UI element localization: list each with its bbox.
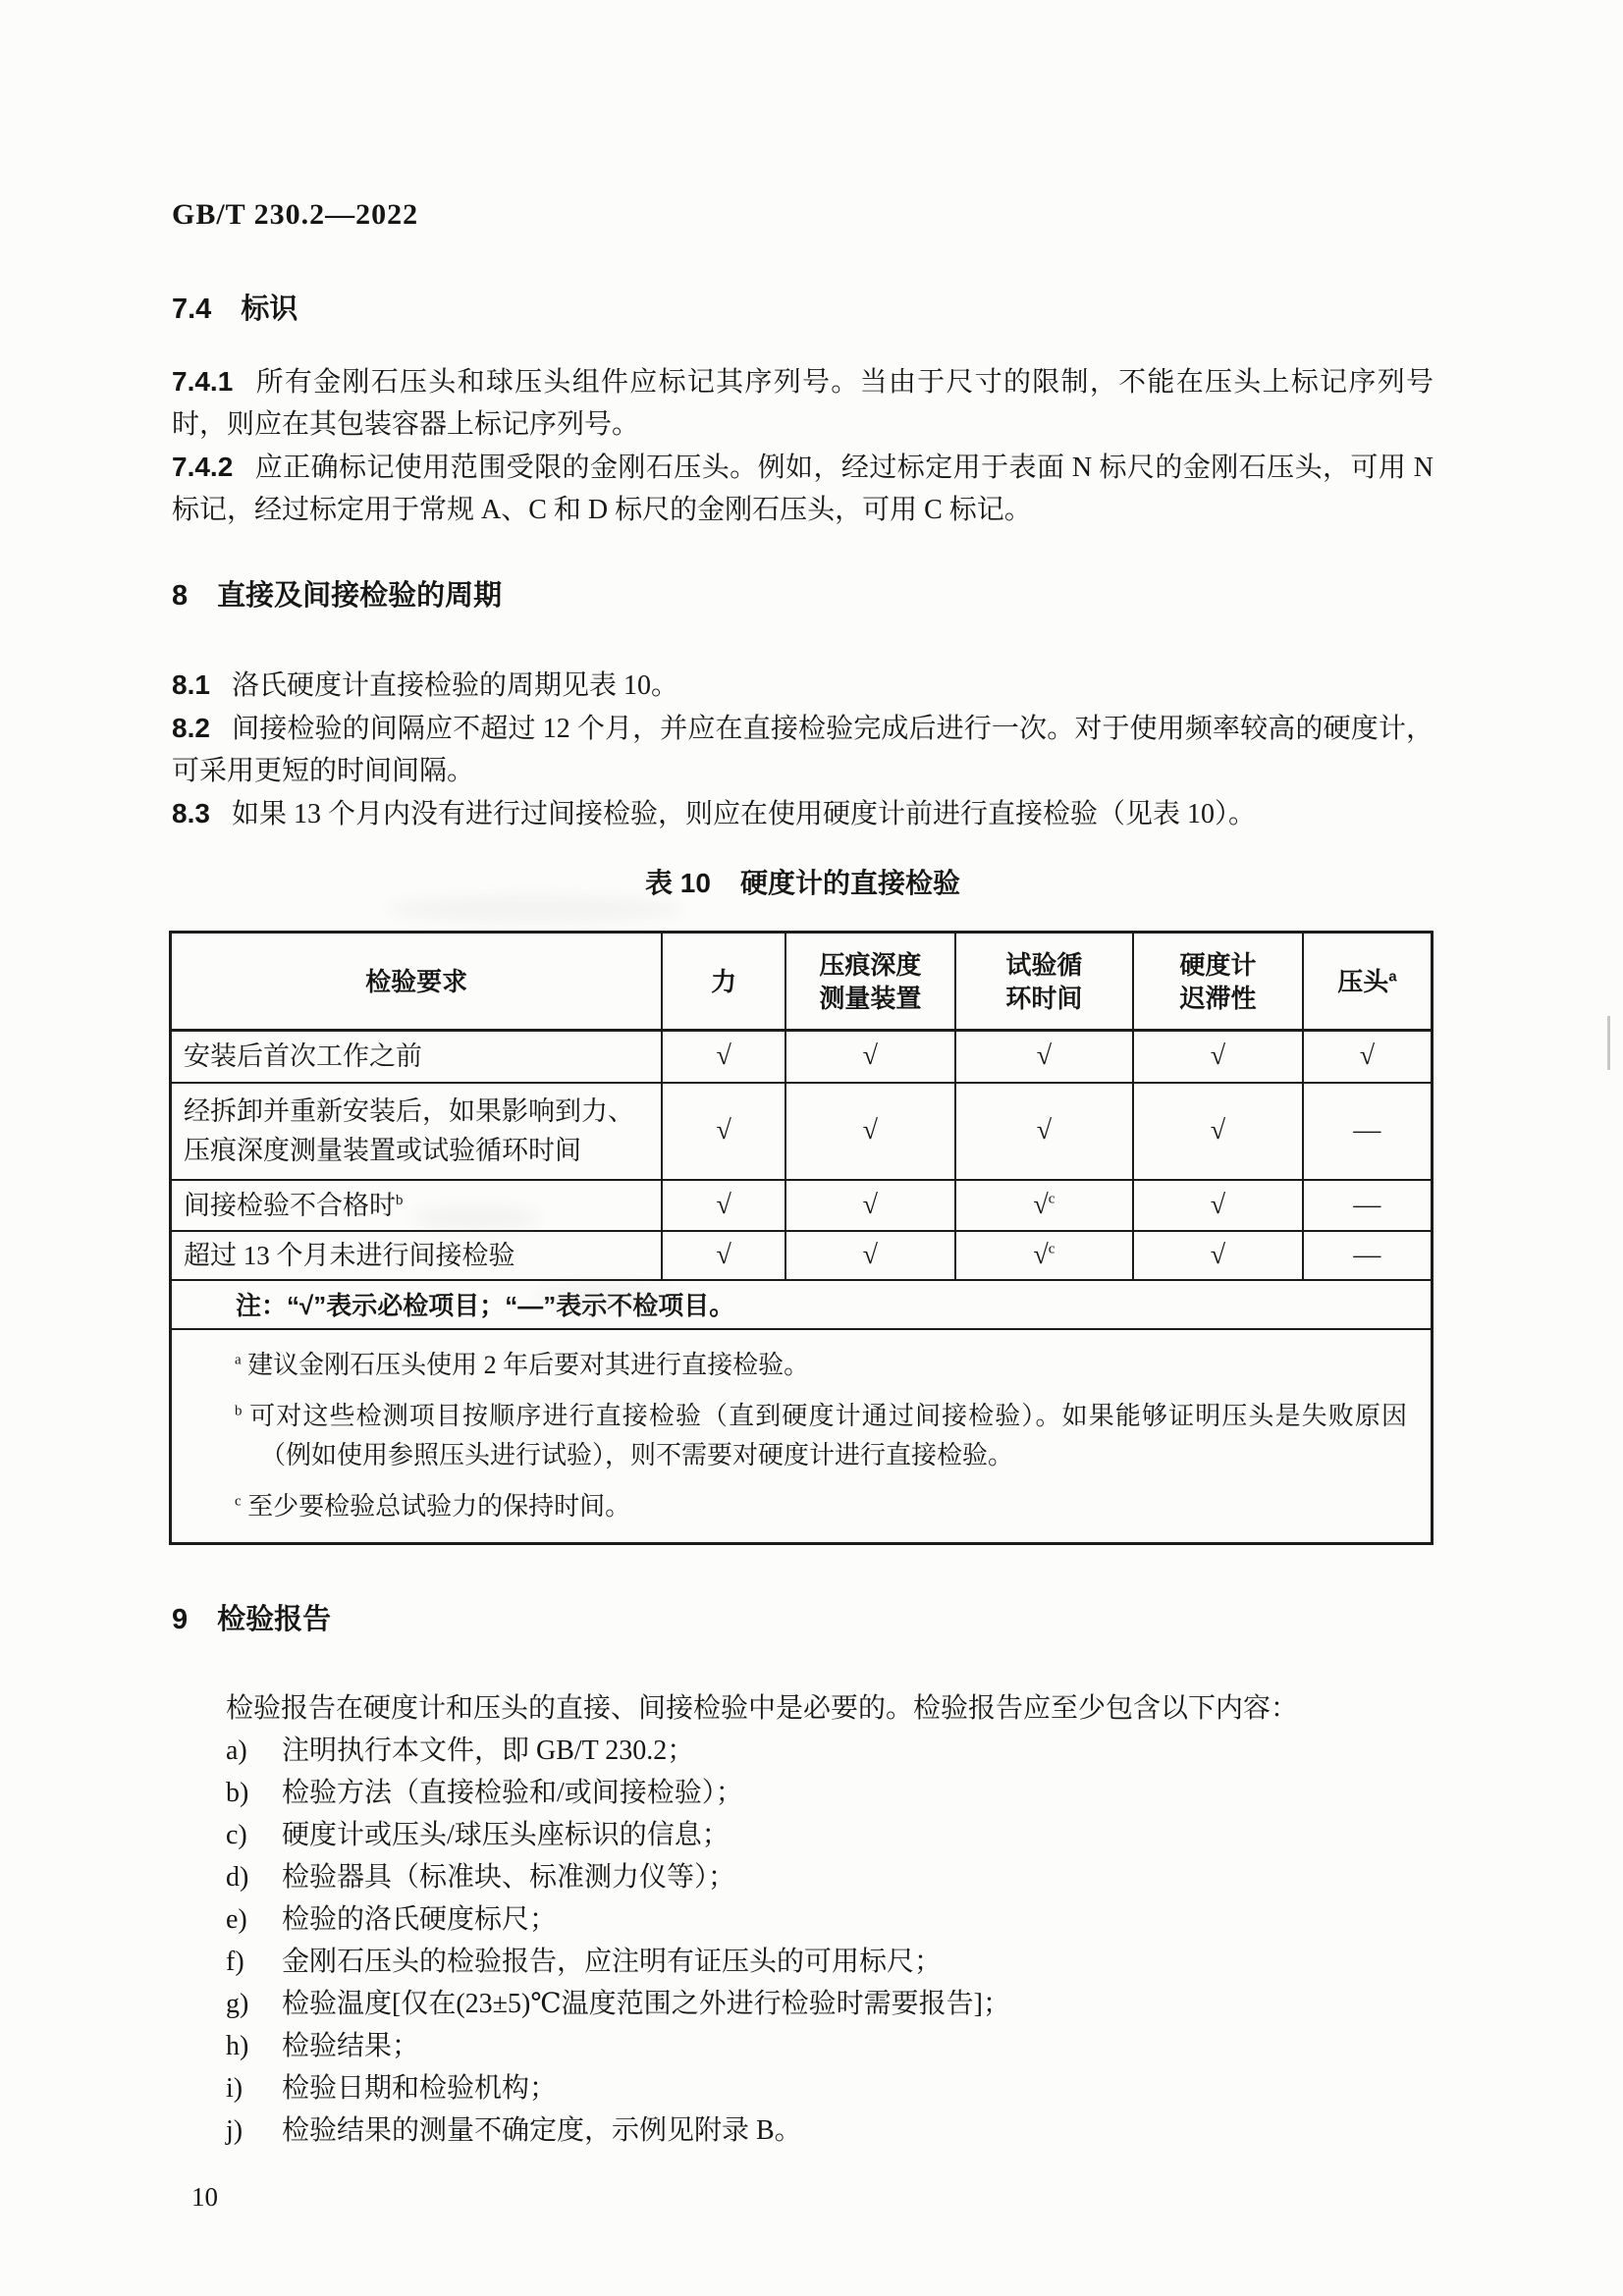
header-cell-force: 力 <box>662 933 785 1031</box>
header-cell-cycle-time: 试验循 环时间 <box>955 933 1134 1031</box>
table-note: 注：“√”表示必检项目；“—”表示不检项目。 <box>171 1280 1433 1329</box>
clause-number: 8 <box>172 580 189 612</box>
table-footnotes-row <box>171 1329 1433 1544</box>
check-mark: √ <box>785 1231 955 1280</box>
row-label: 超过 13 个月未进行间接检验 <box>171 1231 663 1280</box>
table-row-after-installation <box>171 1031 1433 1083</box>
row-label: 安装后首次工作之前 <box>171 1031 663 1083</box>
scan-smudge <box>535 1284 673 1309</box>
page-content <box>172 294 1434 2212</box>
item-text: 检验方法（直接检验和/或间接检验）； <box>282 1777 743 1808</box>
doc-number: GB/T 230.2—2022 <box>172 198 419 231</box>
table-caption: 硬度计的直接检验 <box>739 868 960 898</box>
check-mark: √ <box>1133 1180 1303 1231</box>
superscript-c: c <box>1048 1241 1055 1257</box>
header-cell-depth-device: 压痕深度 测量装置 <box>785 933 955 1031</box>
page-number: 10 <box>191 2181 218 2212</box>
section-heading-7-4 <box>172 294 1434 325</box>
item-text: 检验结果； <box>282 2030 420 2061</box>
footnote-marker-c: c <box>235 1492 242 1509</box>
clause-number: 7.4.1 <box>172 366 234 397</box>
row-label: 经拆卸并重新安装后，如果影响到力、压痕深度测量装置或试验循环时间 <box>171 1083 663 1180</box>
clause-text: 应正确标记使用范围受限的金刚石压头。例如，经过标定用于表面 N 标尺的金刚石压头，可用 N 标记，经过标定用于常规 A、C 和 D 标尺的金刚石压头，可用 C 标记。 <box>172 453 1434 525</box>
list-item-i <box>226 2067 1434 2109</box>
item-text: 检验器具（标准块、标准测力仪等）； <box>282 1861 736 1893</box>
check-mark: √ <box>662 1031 785 1083</box>
section-heading-8 <box>172 580 1434 612</box>
item-letter: i) <box>226 2072 243 2104</box>
item-letter: h) <box>226 2030 249 2061</box>
clause-text: 间接检验的间隔应不超过 12 个月，并应在直接检验完成后进行一次。对于使用频率较高的硬度计，可采用更短的时间间隔。 <box>172 714 1434 786</box>
scan-smudge <box>388 895 682 923</box>
item-letter: c) <box>226 1819 247 1850</box>
clause-number: 9 <box>172 1603 189 1635</box>
clause-number: 8.3 <box>172 798 210 828</box>
check-mark: √$^c$ <box>955 1180 1134 1231</box>
table-header-row <box>171 933 1433 1031</box>
footnote-a: $^a$ 建议金刚石压头使用 2 年后要对其进行直接检验。 <box>235 1350 810 1379</box>
check-mark: √ <box>955 1083 1134 1180</box>
dash-mark: — <box>1303 1083 1433 1180</box>
list-item-c <box>226 1814 1434 1856</box>
report-intro: 检验报告在硬度计和压头的直接、间接检验中是必要的。检验报告应至少包含以下内容： <box>226 1692 1299 1724</box>
check-mark: √ <box>1133 1083 1303 1180</box>
item-letter: f) <box>226 1946 244 1977</box>
check-mark: √ <box>785 1180 955 1231</box>
item-text: 检验结果的测量不确定度，示例见附录 B。 <box>282 2114 802 2146</box>
clause-number: 7.4 <box>172 294 212 325</box>
item-text: 注明执行本文件，即 GB/T 230.2； <box>282 1735 695 1766</box>
scan-smudge <box>412 1205 540 1231</box>
item-text: 检验日期和检验机构； <box>282 2072 558 2104</box>
clause-title: 标识 <box>241 294 298 325</box>
check-mark: √ <box>785 1031 955 1083</box>
header-cell-hysteresis: 硬度计 迟滞性 <box>1133 933 1303 1031</box>
list-item-f <box>226 1941 1434 1983</box>
item-text: 检验的洛氏硬度标尺； <box>282 1903 558 1935</box>
list-item-e <box>226 1898 1434 1941</box>
check-mark: √ <box>1133 1231 1303 1280</box>
report-list <box>172 1730 1434 2152</box>
check-mark: √ <box>1303 1031 1433 1083</box>
check-mark: √ <box>1133 1031 1303 1083</box>
table-label: 表 10 <box>645 868 711 898</box>
item-letter: a) <box>226 1735 247 1766</box>
clause-title: 直接及间接检验的周期 <box>217 580 503 612</box>
check-mark: √ <box>662 1231 785 1280</box>
list-item-h <box>226 2025 1434 2067</box>
footnote-b: $^b$ 可对这些检测项目按顺序进行直接检验（直到硬度计通过间接检验）。如果能够证明压头是失败原因（例如使用参照压头进行试验），则不需要对硬度计进行直接检验。 <box>235 1401 1407 1469</box>
item-letter: d) <box>226 1861 249 1893</box>
list-item-j <box>226 2109 1434 2152</box>
table-row-failed-indirect <box>171 1180 1433 1231</box>
clause-8-1 <box>172 664 1434 707</box>
footnote-marker-a: a <box>235 1351 242 1367</box>
clause-8-3 <box>172 792 1434 835</box>
clause-number: 8.1 <box>172 669 210 700</box>
item-letter: e) <box>226 1903 247 1935</box>
item-letter: j) <box>226 2114 243 2146</box>
item-text: 金刚石压头的检验报告，应注明有证压头的可用标尺； <box>282 1946 943 1977</box>
clause-text: 如果 13 个月内没有进行过间接检验，则应在使用硬度计前进行直接检验（见表 10）。 <box>231 799 1256 829</box>
clause-7-4-2 <box>172 446 1434 531</box>
item-letter: b) <box>226 1777 249 1808</box>
superscript-a: a <box>1388 967 1397 985</box>
clause-8-body <box>172 664 1434 835</box>
dash-mark: — <box>1303 1180 1433 1231</box>
superscript-c: c <box>1048 1191 1055 1207</box>
clause-7-4-1 <box>172 360 1434 446</box>
header-cell-requirement: 检验要求 <box>171 933 663 1031</box>
row-label: 间接检验不合格时$^b$ <box>171 1180 663 1231</box>
clause-number: 7.4.2 <box>172 452 234 482</box>
clause-number: 8.2 <box>172 713 210 743</box>
table-footnotes <box>171 1329 1433 1544</box>
footnote-c: $^c$ 至少要检验总试验力的保持时间。 <box>235 1491 631 1521</box>
clause-text: 所有金刚石压头和球压头组件应标记其序列号。当由于尺寸的限制，不能在压头上标记序列号时，则应在其包装容器上标记序列号。 <box>172 367 1434 440</box>
table-10-title <box>172 868 1434 899</box>
scan-artifact <box>1607 1016 1610 1070</box>
clause-8-2 <box>172 707 1434 792</box>
check-mark: √ <box>662 1180 785 1231</box>
clause-text: 洛氏硬度计直接检验的周期见表 10。 <box>231 670 678 701</box>
list-item-b <box>226 1772 1434 1814</box>
clause-title: 检验报告 <box>217 1603 332 1635</box>
item-text: 硬度计或压头/球压头座标识的信息； <box>282 1819 730 1850</box>
table-row-over-13-months <box>171 1231 1433 1280</box>
check-mark: √ <box>955 1031 1134 1083</box>
item-text: 检验温度[仅在(23±5)℃温度范围之外进行检验时需要报告]； <box>282 1988 1010 2019</box>
dash-mark: — <box>1303 1231 1433 1280</box>
list-item-a <box>226 1730 1434 1772</box>
list-item-g <box>226 1983 1434 2025</box>
section-heading-9 <box>172 1604 1434 1635</box>
direct-verification-table <box>169 931 1434 1545</box>
clause-7-4-body <box>172 360 1434 531</box>
check-mark: √$^c$ <box>955 1231 1134 1280</box>
check-mark: √ <box>662 1083 785 1180</box>
table-row-reinstalled <box>171 1083 1433 1180</box>
table-note-row <box>171 1280 1433 1329</box>
item-letter: g) <box>226 1988 249 2019</box>
footnote-marker-b: b <box>235 1402 243 1418</box>
header-cell-indenter: 压头$^a$ <box>1303 933 1433 1031</box>
superscript-b: b <box>396 1192 404 1208</box>
list-item-d <box>226 1856 1434 1898</box>
check-mark: √ <box>785 1083 955 1180</box>
